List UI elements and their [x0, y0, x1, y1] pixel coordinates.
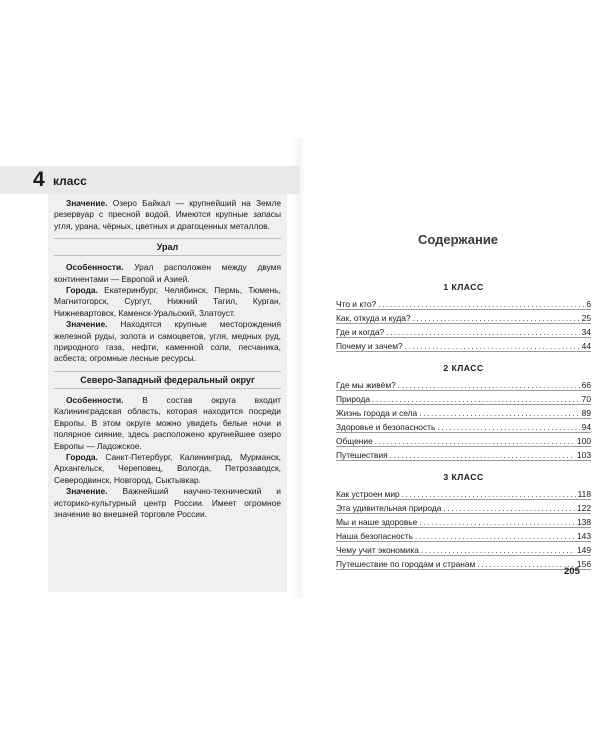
- meaning-text: Находятся крупные месторождения железной руды, золота и самоцветов, угля, медных руд, природного газа, нефти, каменной соли, песчаника, асбеста; огромные лесные ресурсы.: [54, 319, 281, 364]
- toc-entry-label: Почему и зачем?: [336, 341, 403, 351]
- toc-entry-label: Здоровье и безопасность: [336, 422, 436, 432]
- toc-entry-page: 34: [581, 327, 591, 337]
- toc-entry[interactable]: [336, 542, 591, 556]
- toc-entry[interactable]: [336, 556, 591, 570]
- grade-banner: [0, 166, 300, 194]
- content-column: [48, 194, 287, 592]
- toc-entry-label: Где мы живём?: [336, 380, 396, 390]
- toc-entry-label: Наша безопасность: [336, 531, 414, 541]
- toc-section-grade-1: [336, 282, 591, 352]
- meaning-label: Значение.: [66, 319, 108, 330]
- toc-entry[interactable]: [336, 447, 591, 461]
- toc-entry-label: Эта удивительная природа: [336, 503, 442, 513]
- toc-entry-label: Путешествие по городам и странам: [336, 559, 476, 569]
- dot-leader: [375, 436, 575, 446]
- left-page: [0, 152, 300, 592]
- toc-entry[interactable]: [336, 405, 591, 419]
- toc-entry-page: 103: [577, 450, 591, 460]
- meaning-text: Озеро Байкал — крупнейший на Земле резервуар с пресной водой. Имеются крупные запасы угля, урана, чёрных, цветных и драгоценных металлов.: [54, 198, 281, 231]
- dot-leader: [419, 408, 579, 418]
- northwest-meaning: [54, 486, 281, 520]
- northwest-features: [54, 395, 281, 452]
- cities-text: Екатеринбург, Челябинск, Пермь, Тюмень, Магнитогорск, Сургут, Нижний Тагил, Курган, Нижневартовск, Каменск-Уральский, Златоуст.: [54, 285, 281, 318]
- toc-entry-page: 118: [577, 489, 591, 499]
- dot-leader: [437, 422, 579, 432]
- toc-entry-label: Где и когда?: [336, 327, 385, 337]
- toc-entry-page: 6: [586, 299, 591, 309]
- toc-entry[interactable]: [336, 296, 591, 310]
- toc-entry[interactable]: [336, 514, 591, 528]
- cities-text: Санкт-Петербург, Калининград, Мурманск, Архангельск, Череповец, Вологда, Петрозаводск, Северодвинск, Новгород, Сыктывкар.: [54, 451, 281, 485]
- toc-section-heading: 1 КЛАСС: [443, 282, 484, 292]
- dot-leader: [378, 299, 584, 309]
- meaning-label: Значение.: [66, 486, 108, 497]
- ural-meaning: [54, 319, 281, 365]
- toc-entry-page: 94: [581, 422, 591, 432]
- dot-leader: [419, 517, 575, 527]
- toc-entry-label: Мы и наше здоровье: [336, 517, 418, 527]
- toc-entry[interactable]: [336, 419, 591, 433]
- toc-entry[interactable]: [336, 310, 591, 324]
- toc-entry-label: Природа: [336, 394, 371, 404]
- features-label: Особенности.: [66, 262, 124, 273]
- toc-entry-page: 89: [581, 408, 591, 418]
- toc-entry[interactable]: [336, 391, 591, 405]
- toc-entry-label: Как устроен мир: [336, 489, 400, 499]
- toc-entry-label: Чему учит экономика: [336, 545, 419, 555]
- toc-entry-page: 70: [581, 394, 591, 404]
- toc-entry[interactable]: [336, 324, 591, 338]
- features-label: Особенности.: [66, 394, 124, 405]
- dot-leader: [421, 545, 575, 555]
- toc-entry[interactable]: [336, 528, 591, 542]
- dot-leader: [402, 489, 576, 499]
- toc-entry-page: 143: [577, 531, 591, 541]
- dot-leader: [477, 559, 575, 569]
- toc-entry-page: 44: [581, 341, 591, 351]
- page-number: 205: [564, 566, 580, 577]
- toc-entry[interactable]: [336, 500, 591, 514]
- toc-entry-label: Общение: [336, 436, 373, 446]
- features-text: Урал расположен между двумя континентами — Европой и Азией.: [54, 262, 281, 284]
- dot-leader: [386, 327, 580, 337]
- grade-number: 4: [33, 168, 45, 191]
- grade-word: класс: [53, 174, 87, 188]
- toc-section-heading: 2 КЛАСС: [443, 363, 484, 373]
- toc-entry[interactable]: [336, 486, 591, 500]
- ural-cities: [54, 285, 281, 319]
- toc-entry-label: Как, откуда и куда?: [336, 313, 411, 323]
- toc-entry[interactable]: [336, 433, 591, 447]
- toc-entry-page: 149: [577, 545, 591, 555]
- dot-leader: [390, 450, 575, 460]
- dot-leader: [405, 341, 580, 351]
- toc-entry-label: Жизнь города и села: [336, 408, 418, 418]
- toc-entry[interactable]: [336, 338, 591, 352]
- toc-entry-label: Путешествия: [336, 450, 388, 460]
- dot-leader: [372, 394, 580, 404]
- toc-entry-page: 122: [577, 503, 591, 513]
- meaning-text: Важнейший научно-технический и историко-культурный центр России. Имеет огромное значение во внешней торговле России.: [54, 486, 281, 519]
- toc-section-grade-2: [336, 363, 591, 461]
- toc-section-grade-3: [336, 472, 591, 570]
- cities-label: Города.: [66, 451, 98, 462]
- toc-entry-page: 100: [577, 436, 591, 446]
- toc-section-heading: 3 КЛАСС: [443, 472, 484, 482]
- section-title-ural: Урал: [54, 238, 281, 256]
- features-text: В состав округа входит Калининградская область, которая находится посреди Европы. В этом округе можно увидеть белые ночи и полярное сияние, здесь расположено крупнейшее озеро Европы — Ладожское.: [54, 394, 281, 451]
- dot-leader: [398, 380, 580, 390]
- meaning-label: Значение.: [66, 198, 108, 208]
- toc-entry-page: 138: [577, 517, 591, 527]
- toc-entry-page: 156: [577, 559, 591, 569]
- right-page: [300, 152, 600, 592]
- toc-entry-page: 25: [581, 313, 591, 323]
- dot-leader: [415, 531, 575, 541]
- toc-entry[interactable]: [336, 377, 591, 391]
- intro-paragraph: [54, 198, 281, 232]
- section-title-northwest: Северо-Западный федеральный округ: [54, 371, 281, 389]
- toc-entry-page: 66: [581, 380, 591, 390]
- dot-leader: [413, 313, 580, 323]
- toc-title: Содержание: [417, 232, 499, 247]
- cities-label: Города.: [66, 285, 98, 296]
- toc-entry-label: Что и кто?: [336, 299, 377, 309]
- northwest-cities: [54, 452, 281, 486]
- dot-leader: [443, 503, 575, 513]
- ural-features: [54, 262, 281, 285]
